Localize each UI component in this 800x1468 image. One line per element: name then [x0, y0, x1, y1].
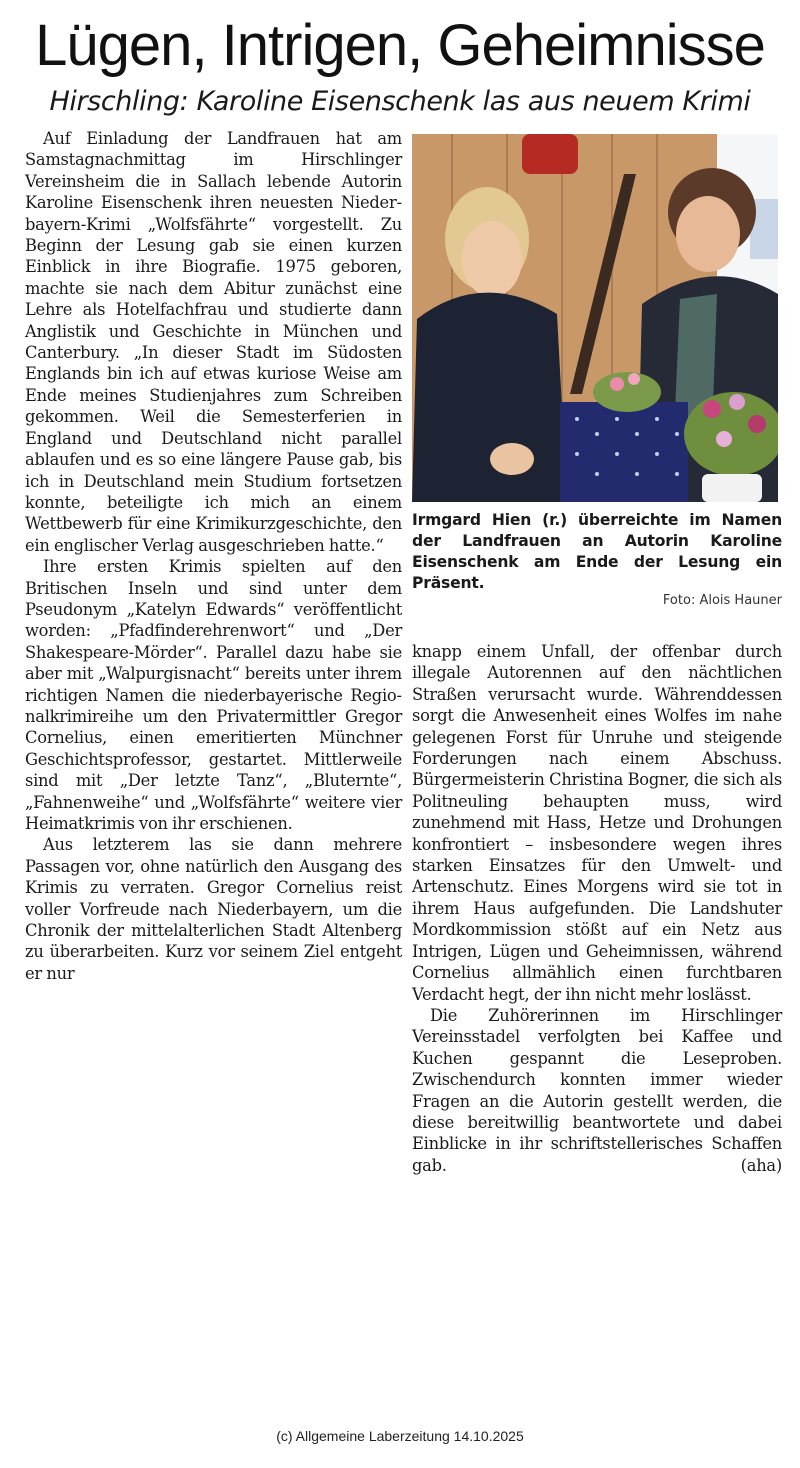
- photo-credit: Foto: Alois Hauner: [662, 593, 782, 608]
- article-column-left: [25, 128, 402, 1398]
- article-paragraph: knapp einem Unfall, der offenbar durch illegale Autorennen auf den nächtlichen Straßen verursacht wurde. Währenddessen sorgt die Anwesenheit eines Wolfes im nahe gelegenen Forst für Unruhe und steigende Forderungen nach einem Abschuss. Bürgermeisterin Christina Bogner, die sich als Politneuling behaupten muss, wird zunehmend mit Hass, Hetze und Drohungen konfrontiert – insbesondere wegen ihres starken Einsatzes für den Umwelt- und Artenschutz. Eines Morgens wird sie tot in ihrem Haus aufgefunden. Die Landshuter Mordkommission stößt auf ein Netz aus Intrigen, Lügen und Geheimnissen, während Cornelius allmählich einen furchtbaren Verdacht hegt, der ihn nicht mehr loslässt.: [412, 642, 782, 1004]
- photo-caption: Irmgard Hien (r.) überreichte im Namen der Landfrauen an Autorin Karoline Eisenschenk am Ende der Lesung ein Präsent.: [412, 511, 782, 592]
- copyright-footer: (c) Allgemeine Laberzeitung 14.10.2025: [276, 1428, 524, 1444]
- headline: Lügen, Intrigen, Geheimnisse: [35, 13, 765, 78]
- author-signature: (aha): [740, 1155, 782, 1175]
- article-paragraph-text: Die Zuhörerinnen im Hirschlinger Vereinsstadel verfolgten bei Kaffee und Kuchen gespannt die Leseproben. Zwischendurch konnten immer wieder Fragen an die Autorin gestellt werden, die diese bereitwillig beantwortete und dabei Einblicke in ihr schriftstellerisches Schaffen gab.: [412, 1005, 782, 1175]
- article-paragraph: Ihre ersten Krimis spielten auf den Britischen Inseln und sind unter dem Pseudonym „Katelyn Edwards“ veröffentlicht worden: „Pfadfinderehrenwort“ und „Der Shakespeare-Mörder“. Parallel dazu habe sie aber mit „Walpurgisnacht“ bereits unter ihrem richtigen Namen die niederbayerische Regionalkrimireihe um den Privatermittler Gregor Cornelius, einen emeritierten Münchner Geschichtsprofessor, gestartet. Mittlerweile sind mit „Der letzte Tanz“, „Bluternte“, „Fahnenweihe“ und „Wolfsfährte“ weitere vier Heimatkrimis von ihr erschienen.: [25, 557, 402, 833]
- article-photo: [412, 134, 778, 502]
- article-column-right: [412, 641, 782, 1398]
- article-paragraph: [412, 1005, 782, 1176]
- article-paragraph: Aus letzterem las sie dann mehrere Passagen vor, ohne natürlich den Ausgang des Krimis zu verraten. Gregor Cornelius reist voller Vorfreude nach Niederbayern, um die Chronik der mittelalterlichen Stadt Altenberg zu überarbeiten. Kurz vor seinem Ziel entgeht er nur: [25, 835, 402, 983]
- article-paragraph: Auf Einladung der Landfrauen hat am Samstagnachmittag im Hirschlinger Vereinsheim die in Sallach lebende Autorin Karoline Eisenschenk ihren neuesten Niederbayern-Krimi „Wolfsfährte“ vorgestellt. Zu Beginn der Lesung gab sie einen kurzen Einblick in ihre Biografie. 1975 geboren, machte sie nach dem Abitur zunächst eine Lehre als Hotelfachfrau und studierte dann Anglistik und Geschichte in München und Canterbury. „In dieser Stadt im Südosten Englands bin ich auf etwas kuriose Weise am Ende meines Studienjahres zum Schreiben gekommen. Weil die Semesterferien in England und Deutschland nicht parallel ablaufen und es so eine längere Pause gab, bis ich in Deutschland mein Studium fortsetzen konnte, beteiligte ich mich an einem Wettbewerb für eine Krimikurzgeschichte, den ein englischer Verlag ausgeschrieben hatte.“: [25, 129, 402, 555]
- subheadline: Hirschling: Karoline Eisenschenk las aus neuem Krimi: [49, 86, 751, 117]
